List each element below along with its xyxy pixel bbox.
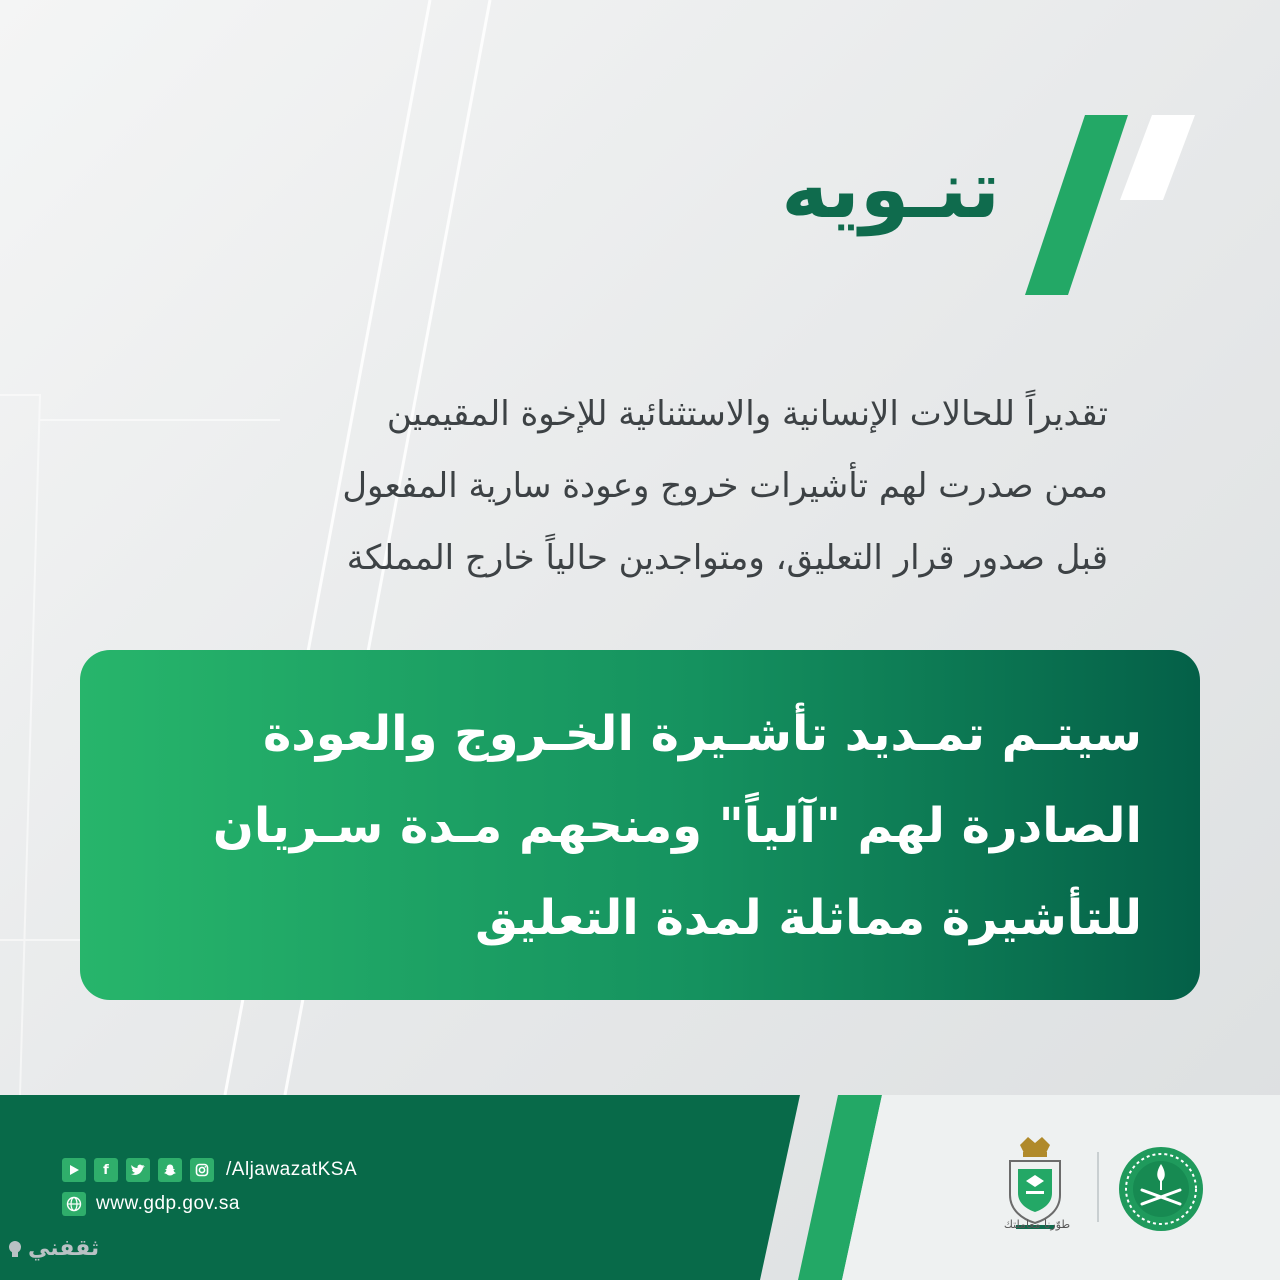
facebook-icon[interactable]: f bbox=[94, 1158, 118, 1182]
banner-line: سيتـم تمـديد تأشـيرة الخـروج والعودة bbox=[262, 706, 1142, 762]
banner-line: للتأشيرة مماثلة لمدة التعليق bbox=[475, 890, 1142, 946]
social-handle[interactable]: /AljawazatKSA bbox=[226, 1159, 358, 1180]
globe-icon bbox=[62, 1192, 86, 1216]
page-title: تنـويه bbox=[781, 143, 1000, 236]
lightbulb-icon bbox=[6, 1239, 24, 1259]
snapchat-icon[interactable] bbox=[158, 1158, 182, 1182]
intro-line: قبل صدور قرار التعليق، ومتواجدين حالياً خارج المملكة bbox=[346, 538, 1108, 578]
twitter-icon[interactable] bbox=[126, 1158, 150, 1182]
website-url[interactable]: www.gdp.gov.sa bbox=[96, 1193, 240, 1214]
watermark-text: ثقفني bbox=[28, 1236, 100, 1261]
social-links bbox=[62, 1158, 357, 1182]
jawazat-tagline: طوّرنا معاملتك bbox=[1003, 1218, 1071, 1231]
website-link bbox=[62, 1192, 240, 1216]
quote-mark-green bbox=[1025, 115, 1128, 295]
intro-line: ممن صدرت لهم تأشيرات خروج وعودة سارية المفعول bbox=[342, 466, 1108, 506]
banner-text bbox=[122, 688, 1142, 964]
banner-line: الصادرة لهم "آلياً" ومنحهم مـدة سـريان bbox=[212, 798, 1142, 854]
ministry-emblem bbox=[1116, 1144, 1206, 1234]
quote-mark-white bbox=[1120, 115, 1195, 200]
footer-green-band bbox=[0, 1095, 800, 1280]
announcement-banner bbox=[80, 650, 1200, 1000]
intro-line: تقديراً للحالات الإنسانية والاستثنائية للإخوة المقيمين bbox=[386, 394, 1108, 434]
watermark bbox=[6, 1236, 99, 1261]
intro-paragraph bbox=[128, 378, 1108, 594]
youtube-icon[interactable] bbox=[62, 1158, 86, 1182]
logo-divider bbox=[1097, 1152, 1099, 1222]
instagram-icon[interactable] bbox=[190, 1158, 214, 1182]
